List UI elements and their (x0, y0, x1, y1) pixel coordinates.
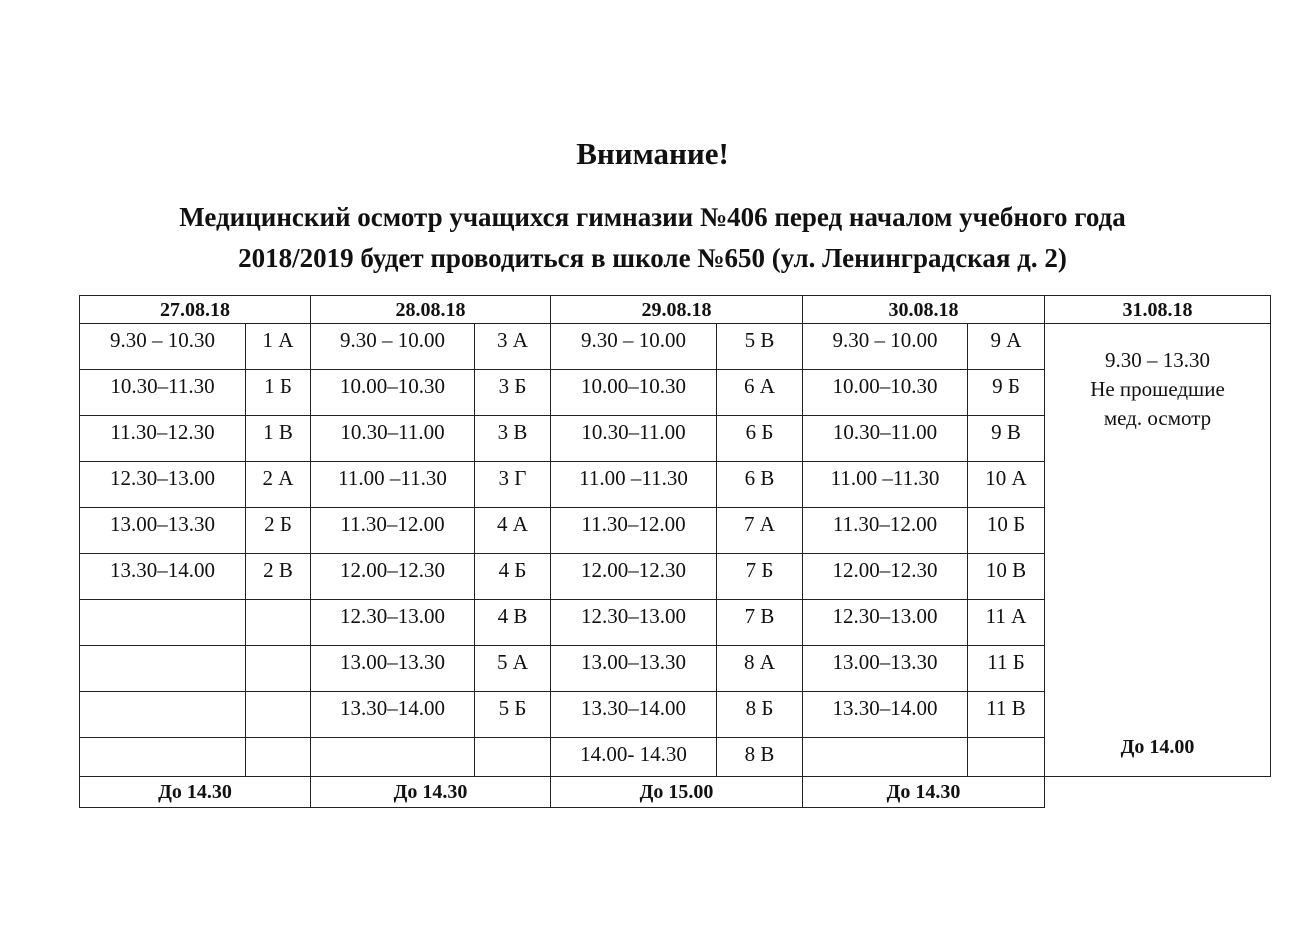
time-slot: 11.00 –11.30 (311, 462, 475, 508)
time-slot: 14.00- 14.30 (551, 738, 717, 777)
day-31-end-time: До 14.00 (1120, 736, 1195, 758)
end-time: До 14.30 (311, 777, 551, 808)
class-name: 10 А (968, 462, 1045, 508)
class-name: 6 В (717, 462, 803, 508)
time-slot: 11.30–12.00 (311, 508, 475, 554)
class-name: 10 Б (968, 508, 1045, 554)
time-slot: 11.30–12.00 (551, 508, 717, 554)
class-name: 11 А (968, 600, 1045, 646)
time-slot: 12.30–13.00 (80, 462, 246, 508)
class-name: 11 Б (968, 646, 1045, 692)
time-slot: 13.30–14.00 (803, 692, 968, 738)
time-slot: 9.30 – 10.00 (551, 324, 717, 370)
exam-schedule-table (79, 295, 1271, 808)
time-slot: 9.30 – 10.30 (80, 324, 246, 370)
class-name: 8 Б (717, 692, 803, 738)
class-name (246, 738, 311, 777)
time-slot: 10.30–11.00 (551, 416, 717, 462)
class-name: 3 В (475, 416, 551, 462)
class-name: 3 А (475, 324, 551, 370)
end-time-row (80, 777, 1271, 808)
time-slot: 11.30–12.00 (803, 508, 968, 554)
time-slot: 11.30–12.30 (80, 416, 246, 462)
class-name: 4 В (475, 600, 551, 646)
class-name (246, 600, 311, 646)
day-31-cell (1045, 324, 1271, 777)
time-slot: 9.30 – 10.00 (803, 324, 968, 370)
class-name: 7 А (717, 508, 803, 554)
time-slot: 13.00–13.30 (551, 646, 717, 692)
notice-subtitle (0, 197, 1305, 279)
class-name: 5 А (475, 646, 551, 692)
time-slot: 11.00 –11.30 (803, 462, 968, 508)
time-slot: 12.30–13.00 (803, 600, 968, 646)
class-name: 1 В (246, 416, 311, 462)
time-slot: 11.00 –11.30 (551, 462, 717, 508)
class-name: 1 А (246, 324, 311, 370)
time-slot (311, 738, 475, 777)
day-header: 27.08.18 (80, 296, 311, 324)
day-header-row (80, 296, 1271, 324)
time-slot: 12.00–12.30 (803, 554, 968, 600)
subtitle-line-2: 2018/2019 будет проводиться в школе №650 (ул. Ленинградская д. 2) (238, 243, 1067, 273)
class-name: 6 А (717, 370, 803, 416)
time-slot: 9.30 – 10.00 (311, 324, 475, 370)
time-slot: 10.30–11.00 (803, 416, 968, 462)
time-slot: 13.00–13.30 (311, 646, 475, 692)
time-slot: 13.30–14.00 (80, 554, 246, 600)
class-name: 6 Б (717, 416, 803, 462)
time-slot (80, 692, 246, 738)
time-slot: 10.00–10.30 (803, 370, 968, 416)
class-name: 4 А (475, 508, 551, 554)
class-name (246, 646, 311, 692)
time-slot: 12.30–13.00 (551, 600, 717, 646)
class-name: 9 Б (968, 370, 1045, 416)
class-name: 2 Б (246, 508, 311, 554)
class-name: 9 В (968, 416, 1045, 462)
schedule-body (80, 324, 1271, 777)
subtitle-line-1: Медицинский осмотр учащихся гимназии №406 перед началом учебного года (179, 202, 1126, 232)
class-name: 9 А (968, 324, 1045, 370)
class-name: 7 В (717, 600, 803, 646)
day-header: 29.08.18 (551, 296, 803, 324)
time-slot (80, 646, 246, 692)
time-slot (80, 738, 246, 777)
day-31-note-line-2: мед. осмотр (1103, 406, 1212, 430)
time-slot: 10.00–10.30 (311, 370, 475, 416)
class-name (246, 692, 311, 738)
day-31-note-line-1: Не прошедшие (1090, 377, 1225, 401)
time-slot: 10.00–10.30 (551, 370, 717, 416)
day-header: 31.08.18 (1045, 296, 1271, 324)
class-name (968, 738, 1045, 777)
end-time: До 15.00 (551, 777, 803, 808)
time-slot: 10.30–11.00 (311, 416, 475, 462)
time-slot: 12.00–12.30 (311, 554, 475, 600)
time-slot (803, 738, 968, 777)
class-name: 7 Б (717, 554, 803, 600)
time-slot: 12.00–12.30 (551, 554, 717, 600)
class-name: 3 Б (475, 370, 551, 416)
class-name: 2 А (246, 462, 311, 508)
class-name: 1 Б (246, 370, 311, 416)
time-slot: 12.30–13.00 (311, 600, 475, 646)
table-row (80, 324, 1271, 370)
time-slot: 13.30–14.00 (551, 692, 717, 738)
end-time: До 14.30 (803, 777, 1045, 808)
time-slot: 13.00–13.30 (803, 646, 968, 692)
day-header: 30.08.18 (803, 296, 1045, 324)
class-name: 11 В (968, 692, 1045, 738)
class-name: 8 А (717, 646, 803, 692)
class-name: 4 Б (475, 554, 551, 600)
class-name: 5 Б (475, 692, 551, 738)
notice-heading: Внимание! (576, 136, 729, 171)
class-name: 10 В (968, 554, 1045, 600)
time-slot: 10.30–11.30 (80, 370, 246, 416)
time-slot: 13.00–13.30 (80, 508, 246, 554)
time-slot (80, 600, 246, 646)
day-header: 28.08.18 (311, 296, 551, 324)
class-name: 5 В (717, 324, 803, 370)
class-name: 2 В (246, 554, 311, 600)
class-name: 3 Г (475, 462, 551, 508)
time-slot: 13.30–14.00 (311, 692, 475, 738)
class-name (475, 738, 551, 777)
day-31-time: 9.30 – 13.30 (1105, 348, 1210, 372)
class-name: 8 В (717, 738, 803, 777)
end-time: До 14.30 (80, 777, 311, 808)
